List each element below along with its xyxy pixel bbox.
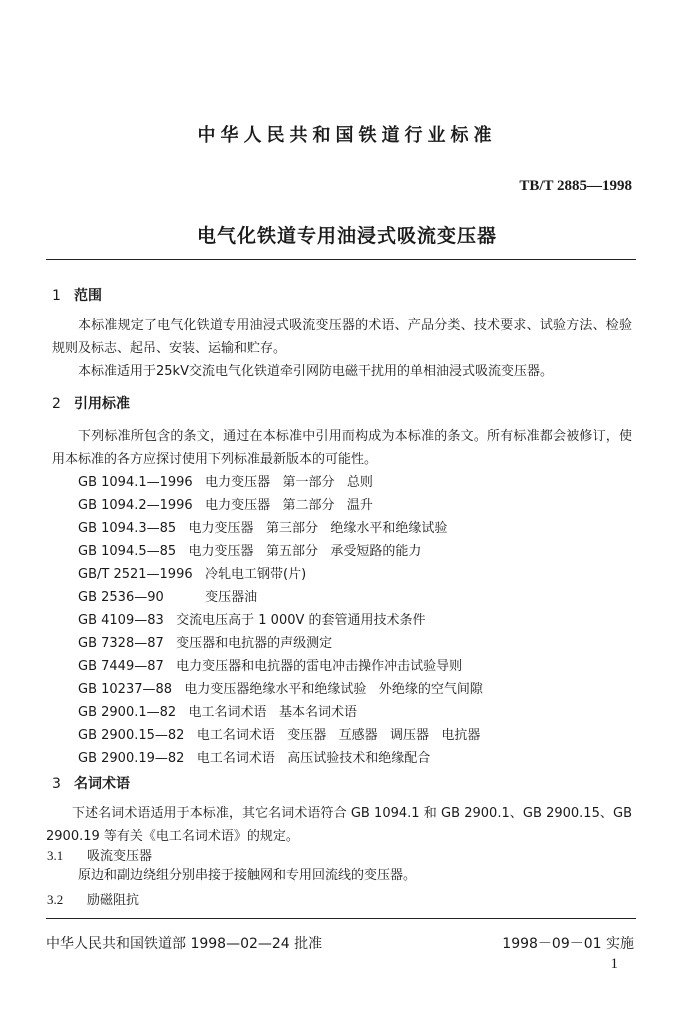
reference-item: GB 2900.1—82 电工名词术语 基本名词术语	[78, 705, 357, 720]
section-3-title: 名词术语	[74, 776, 130, 792]
reference-item: GB 2900.19—82 电工名词术语 高压试验技术和绝缘配合	[78, 751, 431, 766]
top-rule	[46, 259, 636, 260]
section-3-heading	[52, 773, 130, 793]
approval-line: 中华人民共和国铁道部 1998—02—24 批准	[46, 936, 323, 952]
section-2-number: 2	[52, 396, 61, 412]
org-title: 中华人民共和国铁道行业标准	[197, 125, 497, 146]
subsection-3-1	[47, 845, 152, 864]
reference-item: GB/T 2521—1996 冷轧电工钢带(片)	[78, 567, 307, 582]
subsection-3-1-title: 吸流变压器	[87, 849, 153, 864]
reference-item: GB 1094.1—1996 电力变压器 第一部分 总则	[78, 475, 373, 490]
reference-item: GB 7449—87 电力变压器和电抗器的雷电冲击操作冲击试验导则	[78, 659, 463, 674]
subsection-3-2-number: 3.2	[47, 892, 64, 907]
section-1-number: 1	[52, 288, 61, 304]
subsection-3-1-number: 3.1	[47, 848, 64, 863]
subsection-3-1-text: 原边和副边绕组分别串接于接触网和专用回流线的变压器。	[78, 868, 417, 883]
reference-item: GB 1094.3—85 电力变压器 第三部分 绝缘水平和绝缘试验	[78, 521, 448, 536]
reference-item: GB 4109—83 交流电压高于 1 000V 的套管通用技术条件	[78, 613, 426, 628]
section-1-paragraph-2: 本标准适用于25kV交流电气化铁道牵引网防电磁干扰用的单相油浸式吸流变压器。	[78, 364, 553, 379]
reference-item: GB 1094.2—1996 电力变压器 第二部分 温升	[78, 498, 373, 513]
reference-item: GB 10237—88 电力变压器绝缘水平和绝缘试验 外绝缘的空气间隙	[78, 682, 483, 697]
reference-item: GB 7328—87 变压器和电抗器的声级测定	[78, 636, 333, 651]
section-3-paragraph-1: 下述名词术语适用于本标准，其它名词术语符合 GB 1094.1 和 GB 2900.1、GB 2900.15、GB 2900.19 等有关《电工名词术语》的规定。	[46, 806, 632, 844]
section-1-paragraph-1: 本标准规定了电气化铁道专用油浸式吸流变压器的术语、产品分类、技术要求、试验方法、检验规则及标志、起吊、安装、运输和贮存。	[52, 318, 632, 356]
document-title: 电气化铁道专用油浸式吸流变压器	[196, 225, 497, 247]
reference-item: GB 2900.15—82 电工名词术语 变压器 互感器 调压器 电抗器	[78, 728, 481, 743]
standard-number: TB/T 2885—1998	[519, 178, 632, 194]
effective-date: 1998－09－01 实施	[502, 936, 634, 952]
section-2-heading	[52, 393, 130, 413]
subsection-3-2	[47, 889, 139, 908]
section-1-title: 范围	[74, 288, 102, 304]
bottom-rule	[46, 918, 636, 919]
section-2-paragraph-1: 下列标准所包含的条文，通过在本标准中引用而构成为本标准的条文。所有标准都会被修订，使用本标准的各方应探讨使用下列标准最新版本的可能性。	[52, 429, 632, 467]
subsection-3-2-title: 励磁阻抗	[87, 893, 140, 908]
page-number: 1	[610, 956, 618, 972]
section-1-heading	[52, 285, 102, 305]
section-3-number: 3	[52, 776, 61, 792]
reference-item: GB 2536—90 变压器油	[78, 590, 258, 605]
section-2-title: 引用标准	[74, 396, 130, 412]
reference-item: GB 1094.5—85 电力变压器 第五部分 承受短路的能力	[78, 544, 422, 559]
